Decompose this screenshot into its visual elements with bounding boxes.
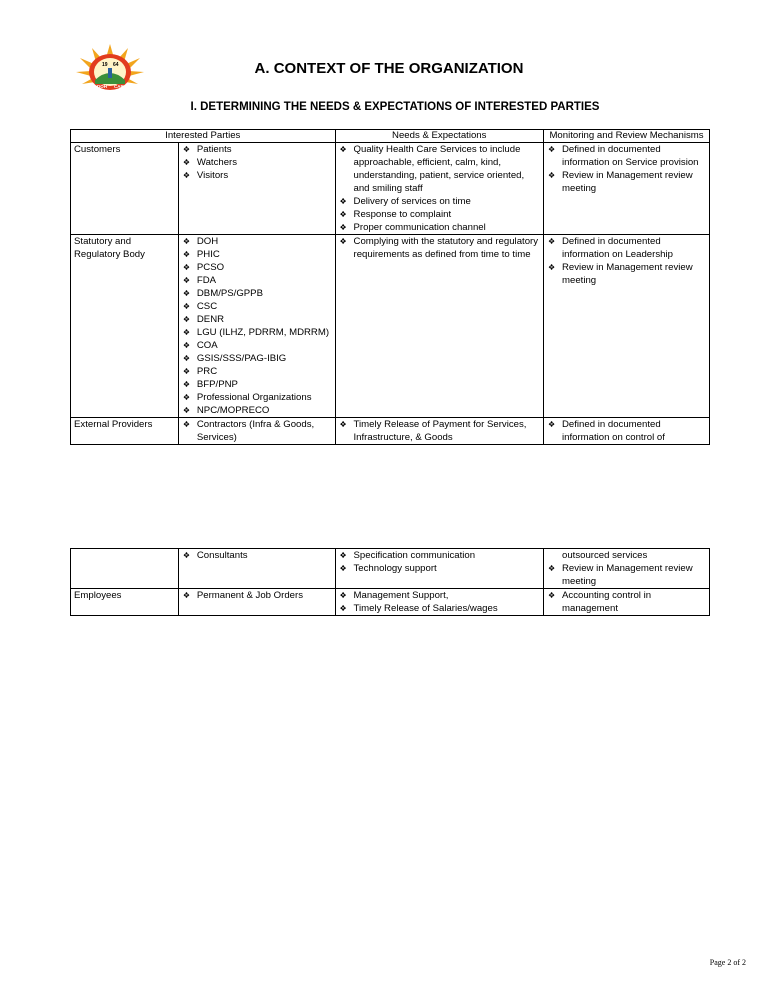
- column-header-monitoring: Monitoring and Review Mechanisms: [544, 130, 710, 143]
- bullet-list: [182, 549, 332, 562]
- list-item: ❖ PHIC: [182, 248, 332, 261]
- list-item: ❖ FDA: [182, 274, 332, 287]
- monitoring-cell: [544, 235, 710, 418]
- list-item: ❖ Delivery of services on time: [339, 195, 540, 208]
- bullet-list: [339, 418, 540, 444]
- logo-text-left: DOH: [97, 84, 107, 89]
- table-row: [71, 549, 710, 589]
- list-item: ❖ NPC/MOPRECO: [182, 404, 332, 417]
- category-cell: Employees: [71, 589, 179, 616]
- list-item: ❖ Quality Health Care Services to include approachable, efficient, calm, kind, understanding, patient, service oriented, and smiling staff: [339, 143, 540, 195]
- page-title: A. CONTEXT OF THE ORGANIZATION: [254, 60, 524, 77]
- category-cell: Customers: [71, 143, 179, 235]
- list-item: ❖ Review in Management review meeting: [547, 562, 706, 588]
- monitoring-cell: [544, 418, 710, 445]
- parties-cell: [178, 589, 335, 616]
- bullet-list: [339, 235, 540, 261]
- logo-text-right: CAR: [114, 84, 124, 89]
- continued-text: outsourced services: [562, 550, 648, 561]
- monitoring-cell: [544, 589, 710, 616]
- list-item: ❖ Review in Management review meeting: [547, 261, 706, 287]
- needs-cell: [335, 549, 544, 589]
- list-item: ❖ DOH: [182, 235, 332, 248]
- list-item: ❖ Consultants: [182, 549, 332, 562]
- category-cell: [71, 549, 179, 589]
- list-item: ❖ Patients: [182, 143, 332, 156]
- list-item: ❖ Watchers: [182, 156, 332, 169]
- list-item: ❖ Contractors (Infra & Goods, Services): [182, 418, 332, 444]
- bullet-list: [182, 418, 332, 444]
- list-item: ❖ COA: [182, 339, 332, 352]
- list-item: ❖ Defined in documented information on control of: [547, 418, 706, 444]
- needs-cell: [335, 418, 543, 445]
- list-item: ❖ Professional Organizations: [182, 391, 332, 404]
- parties-cell: [178, 143, 335, 235]
- bullet-list: [547, 143, 706, 195]
- list-item: ❖ Complying with the statutory and regulatory requirements as defined from time to time: [339, 235, 540, 261]
- bullet-list: [182, 589, 332, 602]
- needs-cell: [335, 235, 543, 418]
- list-item: ❖ CSC: [182, 300, 332, 313]
- needs-cell: [335, 589, 544, 616]
- bullet-list: [339, 549, 541, 575]
- list-item: ❖ Proper communication channel: [339, 221, 540, 234]
- list-item: ❖ BFP/PNP: [182, 378, 332, 391]
- list-item: ❖ Review in Management review meeting: [547, 169, 706, 195]
- list-item: ❖ Visitors: [182, 169, 332, 182]
- section-subtitle: I. DETERMINING THE NEEDS & EXPECTATIONS OF INTERESTED PARTIES: [190, 101, 600, 113]
- list-item: ❖ Technology support: [339, 562, 541, 575]
- bullet-list: [547, 589, 706, 615]
- list-item: ❖ Defined in documented information on Service provision: [547, 143, 706, 169]
- list-item: ❖ Accounting control in management: [547, 589, 706, 615]
- monitoring-cell: [544, 549, 710, 589]
- list-item: ❖ GSIS/SSS/PAG-IBIG: [182, 352, 332, 365]
- bullet-list: [547, 235, 706, 287]
- list-item: ❖ Permanent & Job Orders: [182, 589, 332, 602]
- interested-parties-table-continued: [70, 548, 710, 616]
- needs-cell: [335, 143, 543, 235]
- column-header-needs: Needs & Expectations: [335, 130, 543, 143]
- list-item: ❖ PRC: [182, 365, 332, 378]
- list-item: ❖ DBM/PS/GPPB: [182, 287, 332, 300]
- list-item: ❖ Response to complaint: [339, 208, 540, 221]
- parties-cell: [178, 418, 335, 445]
- list-item: ❖ Specification communication: [339, 549, 541, 562]
- category-cell: Statutory and Regulatory Body: [71, 235, 179, 418]
- interested-parties-table: [70, 129, 710, 445]
- page-number: Page 2 of 2: [709, 958, 746, 967]
- table-row: [71, 589, 710, 616]
- logo-year-left: 19: [102, 62, 108, 68]
- list-item: ❖ DENR: [182, 313, 332, 326]
- category-cell: External Providers: [71, 418, 179, 445]
- table-row: [71, 418, 710, 445]
- bullet-list: [182, 143, 332, 182]
- bullet-list: [182, 235, 332, 417]
- parties-cell: [178, 235, 335, 418]
- monitoring-cell: [544, 143, 710, 235]
- table-row: [71, 235, 710, 418]
- table-row: [71, 143, 710, 235]
- list-item: ❖ Timely Release of Salaries/wages: [339, 602, 541, 615]
- list-item: ❖ LGU (ILHZ, PDRRM, MDRRM): [182, 326, 332, 339]
- bullet-list: [339, 589, 541, 615]
- list-item: ❖ PCSO: [182, 261, 332, 274]
- bullet-list: [547, 418, 706, 444]
- list-item: ❖ Defined in documented information on Leadership: [547, 235, 706, 261]
- bullet-list: [547, 562, 706, 588]
- bullet-list: [339, 143, 540, 234]
- logo-year-right: 64: [113, 62, 119, 68]
- list-item: ❖ Management Support,: [339, 589, 541, 602]
- parties-cell: [178, 549, 335, 589]
- table-header-row: [71, 130, 710, 143]
- list-item: ❖ Timely Release of Payment for Services, Infrastructure, & Goods: [339, 418, 540, 444]
- column-header-parties: Interested Parties: [71, 130, 336, 143]
